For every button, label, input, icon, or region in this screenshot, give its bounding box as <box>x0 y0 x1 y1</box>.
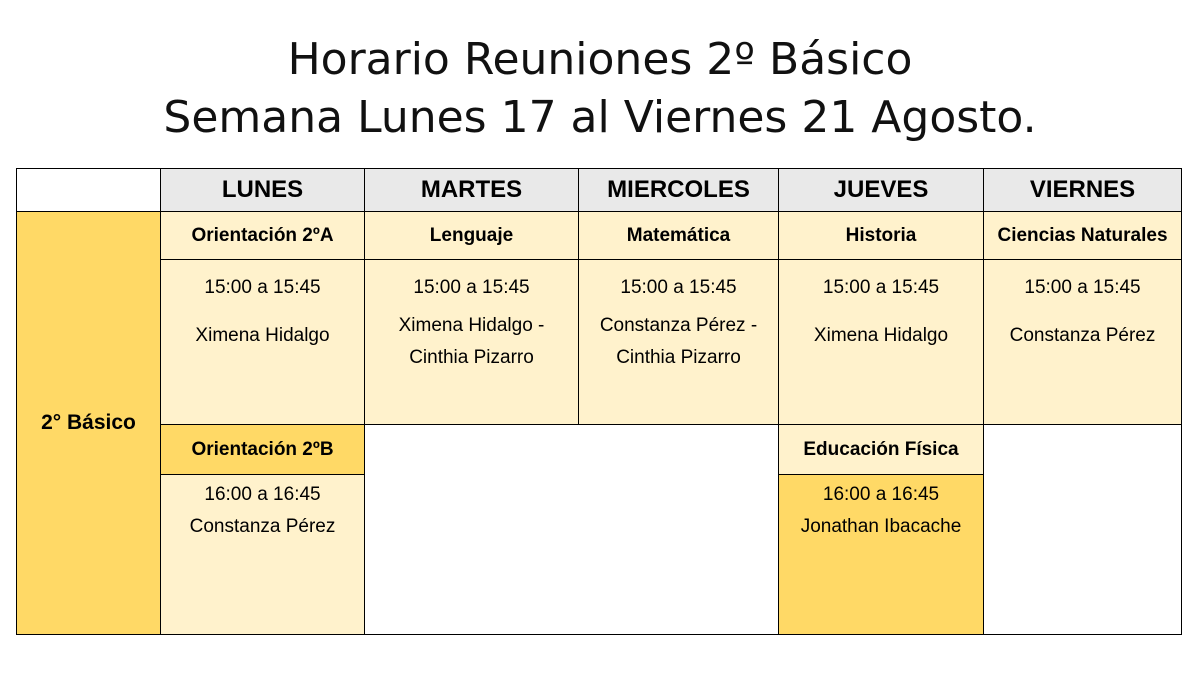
slot-martes-1 <box>364 259 579 425</box>
slot-jueves-1 <box>778 259 984 425</box>
header-viernes: VIERNES <box>983 168 1182 212</box>
subject-miercoles: Matemática <box>578 211 779 260</box>
slot-lunes-1 <box>160 259 365 425</box>
subject-jueves: Historia <box>778 211 984 260</box>
slot-viernes-1 <box>983 259 1182 425</box>
slot-teacher: Constanza Pérez <box>189 516 336 537</box>
page-subtitle: Semana Lunes 17 al Viernes 21 Agosto. <box>163 92 1037 143</box>
slot-time: 15:00 a 15:45 <box>413 277 530 298</box>
slot-teacher: Constanza Pérez - <box>599 315 758 336</box>
slot-teacher: Ximena Hidalgo <box>813 325 949 346</box>
subject-lunes: Orientación 2ºA <box>160 211 365 260</box>
slot-miercoles-1 <box>578 259 779 425</box>
slot-jueves-2 <box>778 474 984 635</box>
header-corner <box>16 168 161 212</box>
slot-teacher: Constanza Pérez <box>1009 325 1156 346</box>
subject-martes: Lenguaje <box>364 211 579 260</box>
slot-time: 16:00 a 16:45 <box>204 484 321 505</box>
slot-teacher: Jonathan Ibacache <box>800 516 962 537</box>
slot-teacher: Ximena Hidalgo <box>195 325 330 346</box>
slot-time: 15:00 a 15:45 <box>620 277 737 298</box>
subject-viernes: Ciencias Naturales <box>983 211 1182 260</box>
header-martes: MARTES <box>364 168 579 212</box>
slot-time: 15:00 a 15:45 <box>204 277 321 298</box>
grade-label: 2° Básico <box>41 411 136 434</box>
subject-jueves-2: Educación Física <box>778 424 984 475</box>
empty-martes-miercoles-2 <box>364 424 779 635</box>
slot-teacher-2: Cinthia Pizarro <box>616 347 741 368</box>
slot-lunes-2 <box>160 474 365 635</box>
grade-cell <box>16 211 161 635</box>
header-miercoles: MIERCOLES <box>578 168 779 212</box>
slot-time: 15:00 a 15:45 <box>822 277 940 298</box>
empty-viernes-2 <box>983 424 1182 635</box>
header-lunes: LUNES <box>160 168 365 212</box>
subject-lunes-2: Orientación 2ºB <box>160 424 365 475</box>
page-title: Horario Reuniones 2º Básico <box>287 34 913 85</box>
slot-teacher-2: Cinthia Pizarro <box>409 347 534 368</box>
header-jueves: JUEVES <box>778 168 984 212</box>
slot-teacher: Ximena Hidalgo - <box>398 315 545 336</box>
slot-time: 16:00 a 16:45 <box>822 484 940 505</box>
slot-time: 15:00 a 15:45 <box>1024 277 1141 298</box>
